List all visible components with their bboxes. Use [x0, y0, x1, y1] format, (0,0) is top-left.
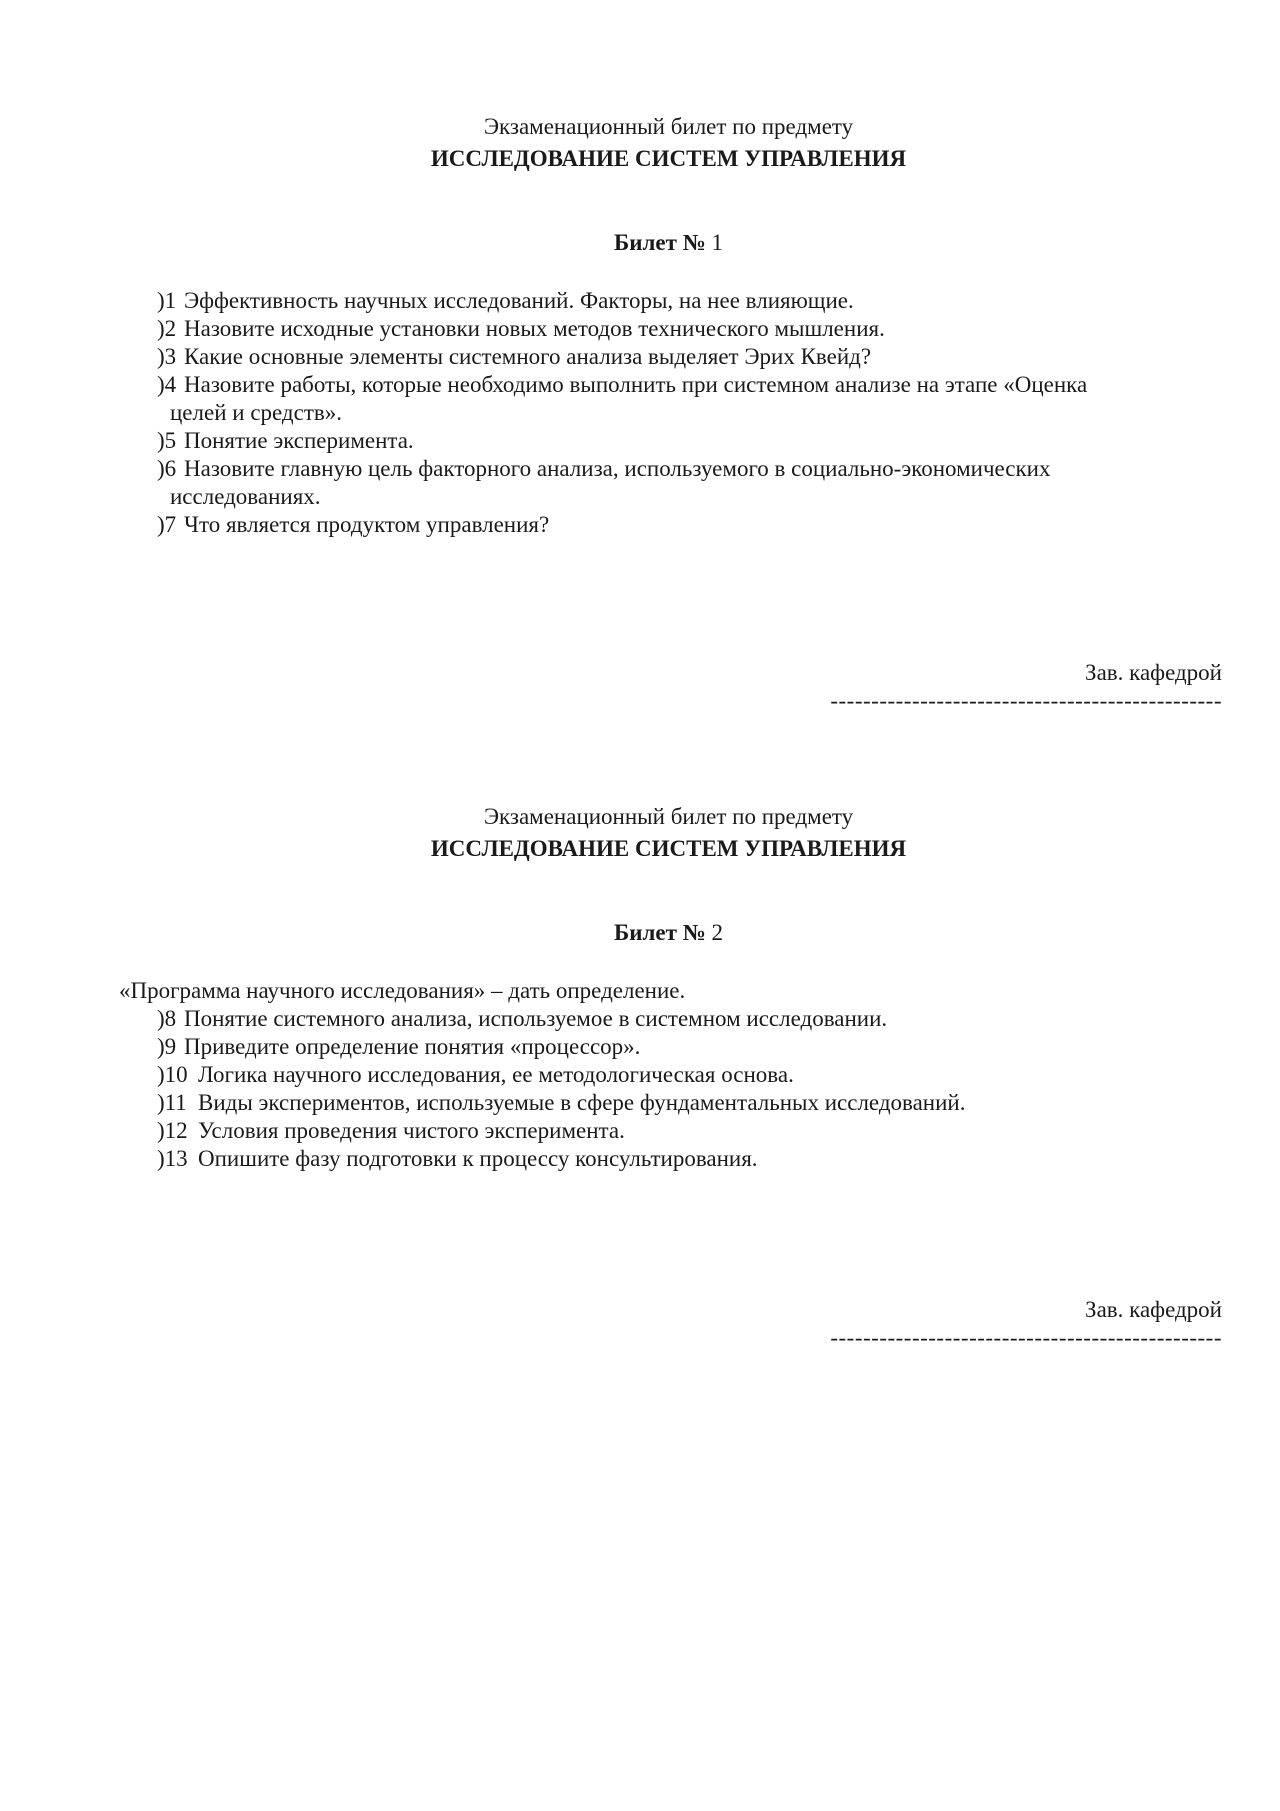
question-item [0, 1117, 1280, 1145]
ticket-label: Билет № [614, 920, 706, 945]
question-text: Логика научного исследования, ее методологическая основа. [198, 1062, 794, 1087]
question-marker: )4 [157, 372, 177, 397]
question-item [0, 1061, 1280, 1089]
question-item [0, 1145, 1280, 1173]
question-text: Эффективность научных исследований. Факторы, на нее влияющие. [184, 288, 854, 313]
question-text: Виды экспериментов, используемые в сфере фундаментальных исследований. [198, 1090, 966, 1115]
question-marker: )6 [157, 456, 177, 481]
question-text: Какие основные элементы системного анализа выделяет Эрих Квейд? [184, 344, 872, 369]
question-text-line: исследованиях. [170, 484, 321, 509]
subject-intro: Экзаменационный билет по предмету [483, 114, 854, 139]
subject-title: ИССЛЕДОВАНИЕ СИСТЕМ УПРАВЛЕНИЯ [430, 146, 907, 171]
question-text-line: целей и средств». [170, 400, 343, 425]
question-text: Приведите определение понятия «процессор». [184, 1034, 641, 1059]
signature-line: ------------------------------------------------ [830, 1325, 1222, 1350]
question-item [0, 455, 1280, 511]
question-text: Назовите исходные установки новых методов технического мышления. [184, 316, 885, 341]
intro-question: «Программа научного исследования» – дать определение. [119, 978, 686, 1003]
ticket-number-value: 1 [711, 230, 723, 255]
question-item [0, 371, 1280, 427]
question-text-line: Назовите главную цель факторного анализа, используемого в социально-экономических [184, 456, 1051, 481]
ticket-number [0, 229, 1280, 257]
question-marker: )7 [157, 512, 177, 537]
question-marker: )1 [157, 288, 177, 313]
question-text: Понятие системного анализа, используемое в системном исследовании. [184, 1006, 888, 1031]
question-text: Понятие эксперимента. [184, 428, 414, 453]
ticket-number-value: 2 [711, 920, 723, 945]
question-marker: )11 [157, 1090, 187, 1115]
question-item [0, 1033, 1280, 1061]
question-marker: )3 [157, 344, 177, 369]
question-item [0, 1089, 1280, 1117]
question-text: Условия проведения чистого эксперимента. [198, 1118, 625, 1143]
signature-label: Зав. кафедрой [1085, 660, 1222, 685]
signature-block [830, 659, 1222, 715]
question-marker: )13 [157, 1146, 188, 1171]
question-text [170, 455, 1224, 511]
signature-label: Зав. кафедрой [1085, 1297, 1222, 1322]
question-text-line: Назовите работы, которые необходимо выполнить при системном анализе на этапе «Оценка [184, 372, 1088, 397]
question-marker: )9 [157, 1034, 177, 1059]
ticket-label: Билет № [614, 230, 706, 255]
question-item [0, 511, 1280, 539]
subject-title: ИССЛЕДОВАНИЕ СИСТЕМ УПРАВЛЕНИЯ [430, 836, 907, 861]
question-item [0, 315, 1280, 343]
ticket-number [0, 919, 1280, 947]
question-item [0, 287, 1280, 315]
question-item [0, 343, 1280, 371]
question-text: Что является продуктом управления? [184, 512, 550, 537]
question-marker: )2 [157, 316, 177, 341]
question-item [0, 1005, 1280, 1033]
question-item [0, 427, 1280, 455]
question-marker: )8 [157, 1006, 177, 1031]
question-marker: )12 [157, 1118, 188, 1143]
question-list [0, 977, 1280, 1173]
signature-block [830, 1296, 1222, 1352]
question-text: Опишите фазу подготовки к процессу консультирования. [198, 1146, 758, 1171]
signature-line: ------------------------------------------------ [830, 688, 1222, 713]
subject-intro: Экзаменационный билет по предмету [483, 804, 854, 829]
question-list [0, 287, 1280, 539]
question-marker: )10 [157, 1062, 188, 1087]
question-marker: )5 [157, 428, 177, 453]
question-text [170, 371, 1224, 427]
